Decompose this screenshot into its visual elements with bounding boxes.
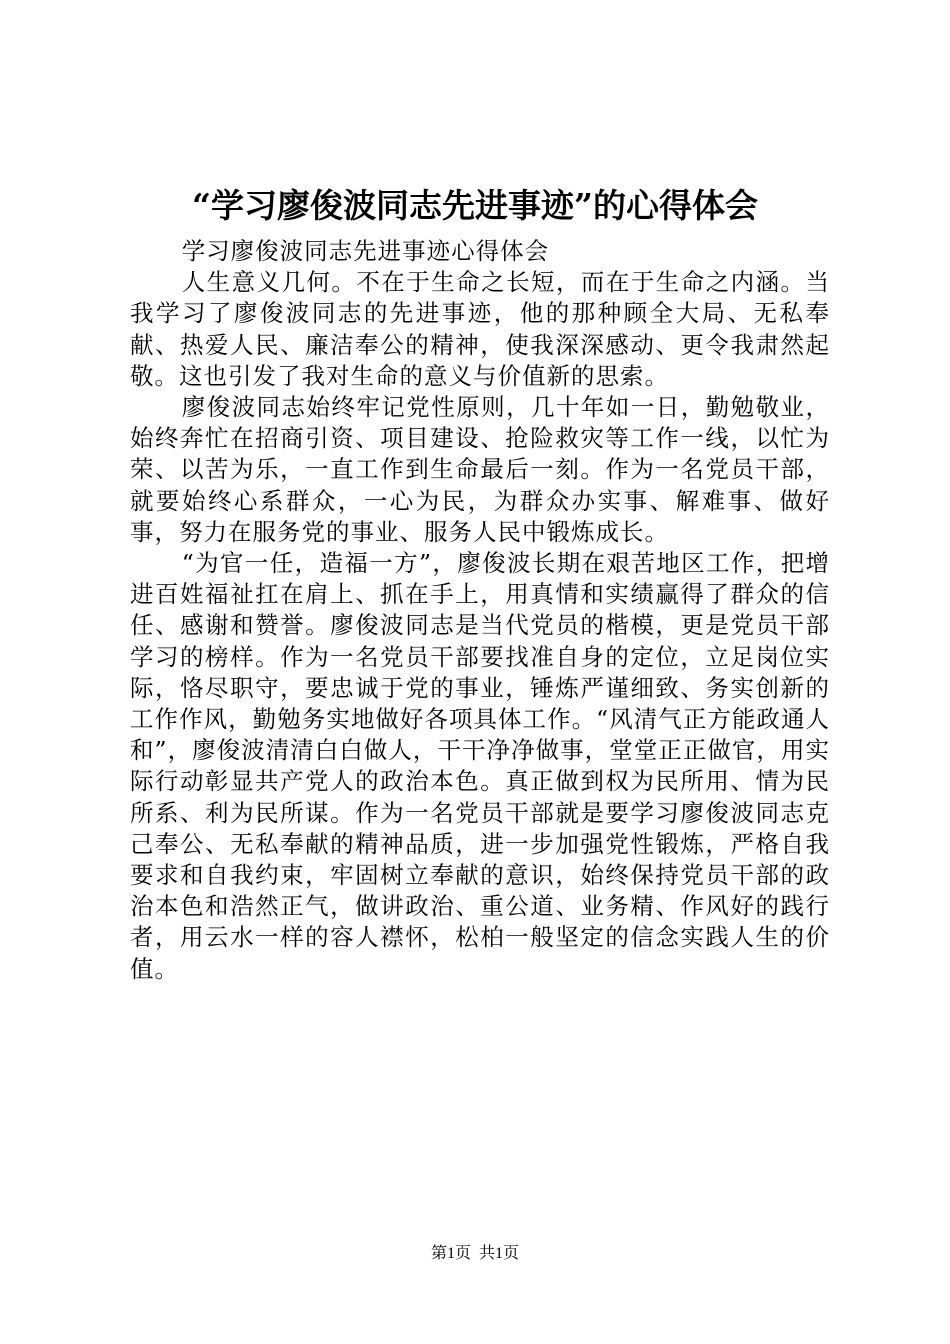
document-body (130, 236, 830, 985)
body-paragraph-2: 廖俊波同志始终牢记党性原则，几十年如一日，勤勉敬业，始终奔忙在招商引资、项目建设、抢险救灾等工作一线，以忙为荣、以苦为乐，一直工作到生命最后一刻。作为一名党员干部，就要始终心系群众，一心为民，为群众办实事、解难事、做好事，努力在服务党的事业、服务人民中锻炼成长。 (130, 393, 830, 546)
page-number: 第1页 (430, 1245, 471, 1262)
body-paragraph-1: 人生意义几何。不在于生命之长短，而在于生命之内涵。当我学习了廖俊波同志的先进事迹，他的那种顾全大局、无私奉献、热爱人民、廉洁奉公的精神，使我深深感动、更令我肃然起敬。这也引发了我对生命的意义与价值新的思索。 (130, 268, 830, 390)
body-paragraph-3: “为官一任，造福一方”，廖俊波长期在艰苦地区工作，把增进百姓福祉扛在肩上、抓在手上，用真情和实绩赢得了群众的信任、感谢和赞誉。廖俊波同志是当代党员的楷模，更是党员干部学习的榜样。作为一名党员干部要找准自身的定位，立足岗位实际，恪尽职守，要忠诚于党的事业，锤炼严谨细致、务实创新的工作作风，勤勉务实地做好各项具体工作。“风清气正方能政通人和”，廖俊波清清白白做人，干干净净做事，堂堂正正做官，用实际行动彰显共产党人的政治本色。真正做到权为民所用、情为民所系、利为民所谋。作为一名党员干部就是要学习廖俊波同志克己奉公、无私奉献的精神品质，进一步加强党性锻炼，严格自我要求和自我约束，牢固树立奉献的意识，始终保持党员干部的政治本色和浩然正气，做讲政治、重公道、业务精、作风好的践行者，用云水一样的容人襟怀，松柏一般坚定的信念实践人生的价值。 (130, 549, 830, 983)
subtitle-paragraph: 学习廖俊波同志先进事迹心得体会 (181, 237, 550, 265)
page-footer (0, 1243, 950, 1265)
document-title: “学习廖俊波同志先进事迹”的心得体会 (192, 186, 758, 225)
page-total: 共1页 (479, 1245, 520, 1262)
